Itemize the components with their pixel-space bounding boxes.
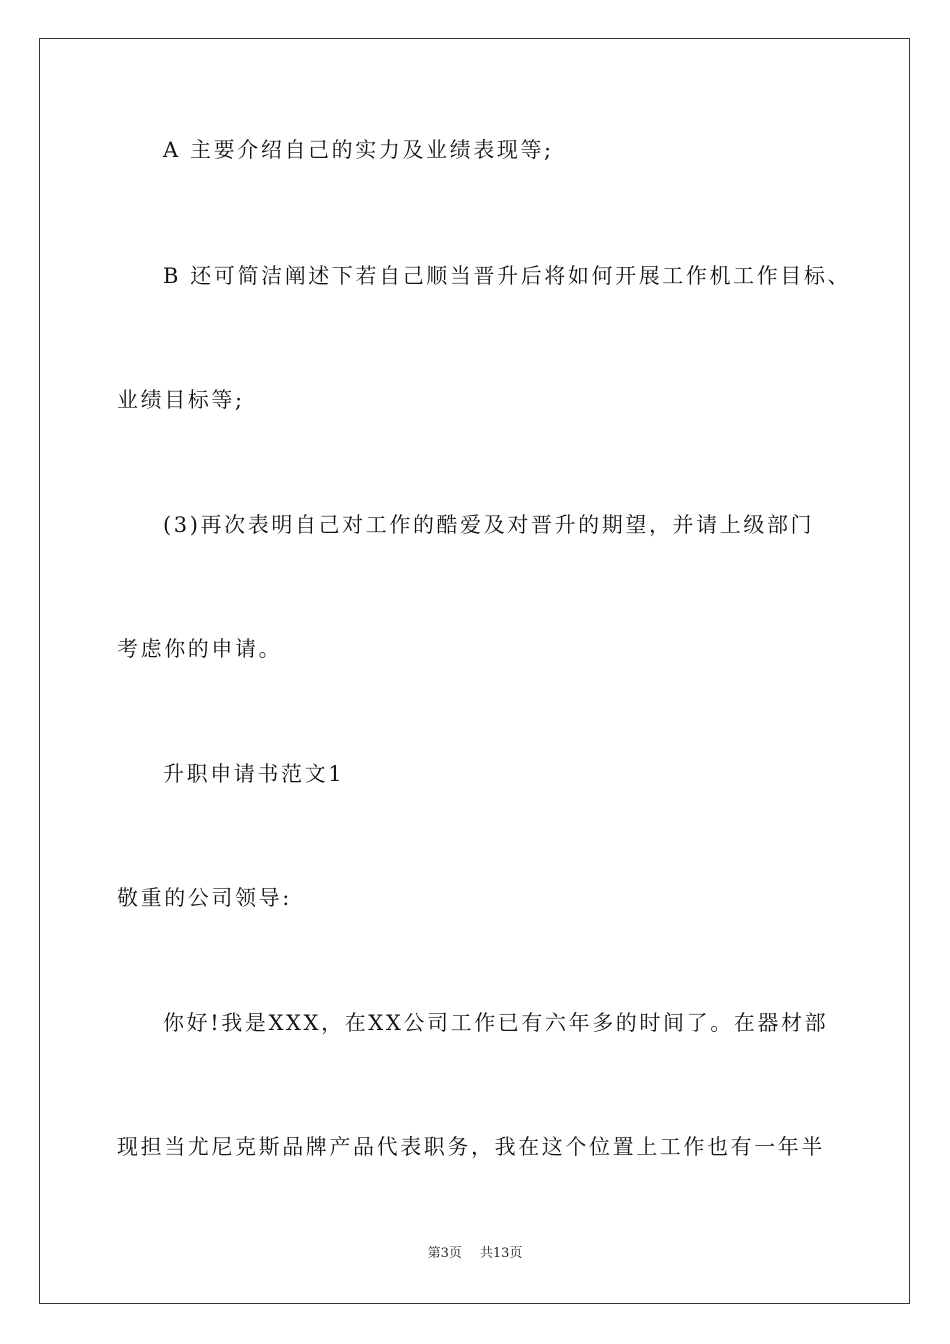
paragraph-line-b: B 还可简洁阐述下若自己顺当晋升后将如何开展工作机工作目标、	[163, 264, 852, 288]
salutation: 敬重的公司领导:	[117, 886, 292, 910]
page-total: 共13页	[479, 1246, 523, 1261]
paragraph-line-a: A 主要介绍自己的实力及业绩表现等;	[163, 138, 554, 162]
page-number: 第3页	[427, 1246, 462, 1261]
paragraph-line-b-continued: 业绩目标等;	[117, 388, 245, 412]
page-border	[39, 38, 910, 1304]
section-heading: 升职申请书范文1	[163, 762, 345, 786]
paragraph-line-3-continued: 考虑你的申请。	[117, 637, 283, 661]
body-line-2: 现担当尤尼克斯品牌产品代表职务，我在这个位置上工作也有一年半	[117, 1135, 825, 1159]
paragraph-line-3: (3)再次表明自己对工作的酷爱及对晋升的期望，并请上级部门	[163, 513, 815, 537]
body-line-1: 你好!我是XXX，在XX公司工作已有六年多的时间了。在器材部	[163, 1011, 829, 1035]
page-footer	[0, 1245, 950, 1263]
